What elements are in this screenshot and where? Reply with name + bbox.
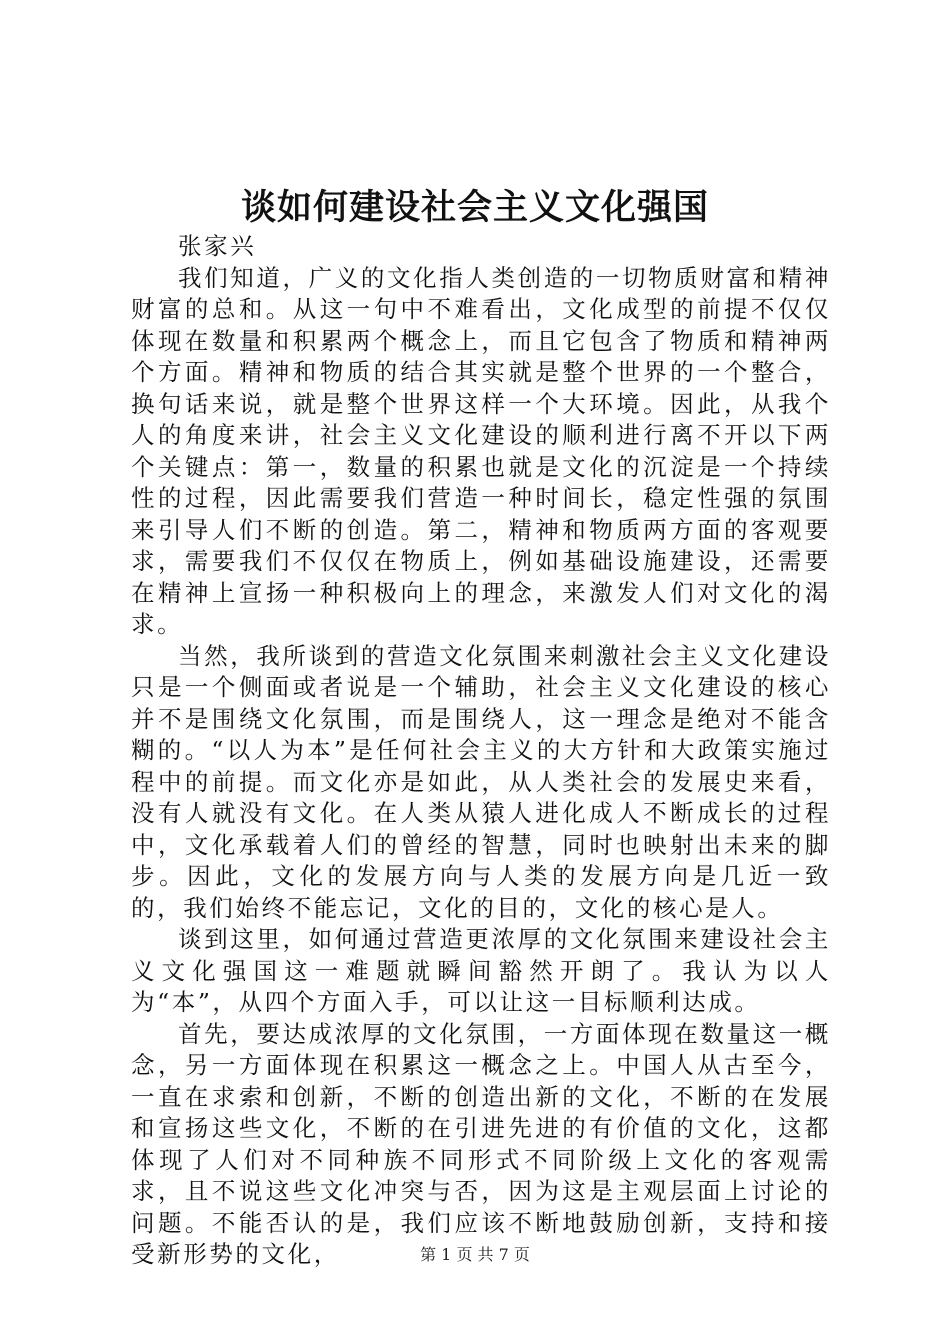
body-paragraph: 我们知道，广义的文化指人类创造的一切物质财富和精神财富的总和。从这一句中不难看出，文化成型的前提不仅仅体现在数量和积累两个概念上，而且它包含了物质和精神两个方面。精神和物质的结合其实就是整个世界的一个整合，换句话来说，就是整个世界这样一个大环境。因此，从我个人的角度来讲，社会主义文化建设的顺利进行离不开以下两个关键点：第一，数量的积累也就是文化的沉淀是一个持续性的过程，因此需要我们营造一种时间长，稳定性强的氛围来引导人们不断的创造。第二，精神和物质两方面的客观要求，需要我们不仅仅在物质上，例如基础设施建设，还需要在精神上宣扬一种积极向上的理念，来激发人们对文化的渴求。 <box>131 263 831 638</box>
body-paragraph: 当然，我所谈到的营造文化氛围来刺激社会主义文化建设只是一个侧面或者说是一个辅助，社会主义文化建设的核心并不是围绕文化氛围，而是围绕人，这一理念是绝对不能含糊的。“以人为本”是任何社会主义的大方针和大政策实施过程中的前提。而文化亦是如此，从人类社会的发展史来看，没有人就没有文化。在人类从猿人进化成人不断成长的过程中，文化承载着人们的曾经的智慧，同时也映射出未来的脚步。因此，文化的发展方向与人类的发展方向是几近一致的，我们始终不能忘记，文化的目的，文化的核心是人。 <box>131 641 831 922</box>
author-name: 张家兴 <box>178 232 257 260</box>
page-footer: 第 1 页 共 7 页 <box>420 1245 530 1264</box>
document-body <box>131 231 831 1271</box>
body-paragraph: 首先，要达成浓厚的文化氛围，一方面体现在数量这一概念，另一方面体现在积累这一概念之上。中国人从古至今，一直在求索和创新，不断的创造出新的文化，不断的在发展和宣扬这些文化，不断的在引进先进的有价值的文化，这都体现了人们对不同种族不同形式不同阶级上文化的客观需求，且不说这些文化冲突与否，因为这是主观层面上讨论的问题。不能否认的是，我们应该不断地鼓励创新，支持和接受新形势的文化， <box>131 1019 831 1268</box>
body-paragraph: 谈到这里，如何通过营造更浓厚的文化氛围来建设社会主义文化强国这一难题就瞬间豁然开朗了。我认为以人为“本”，从四个方面入手，可以让这一目标顺利达成。 <box>131 925 831 1016</box>
document-title: 谈如何建设社会主义文化强国 <box>240 187 709 228</box>
